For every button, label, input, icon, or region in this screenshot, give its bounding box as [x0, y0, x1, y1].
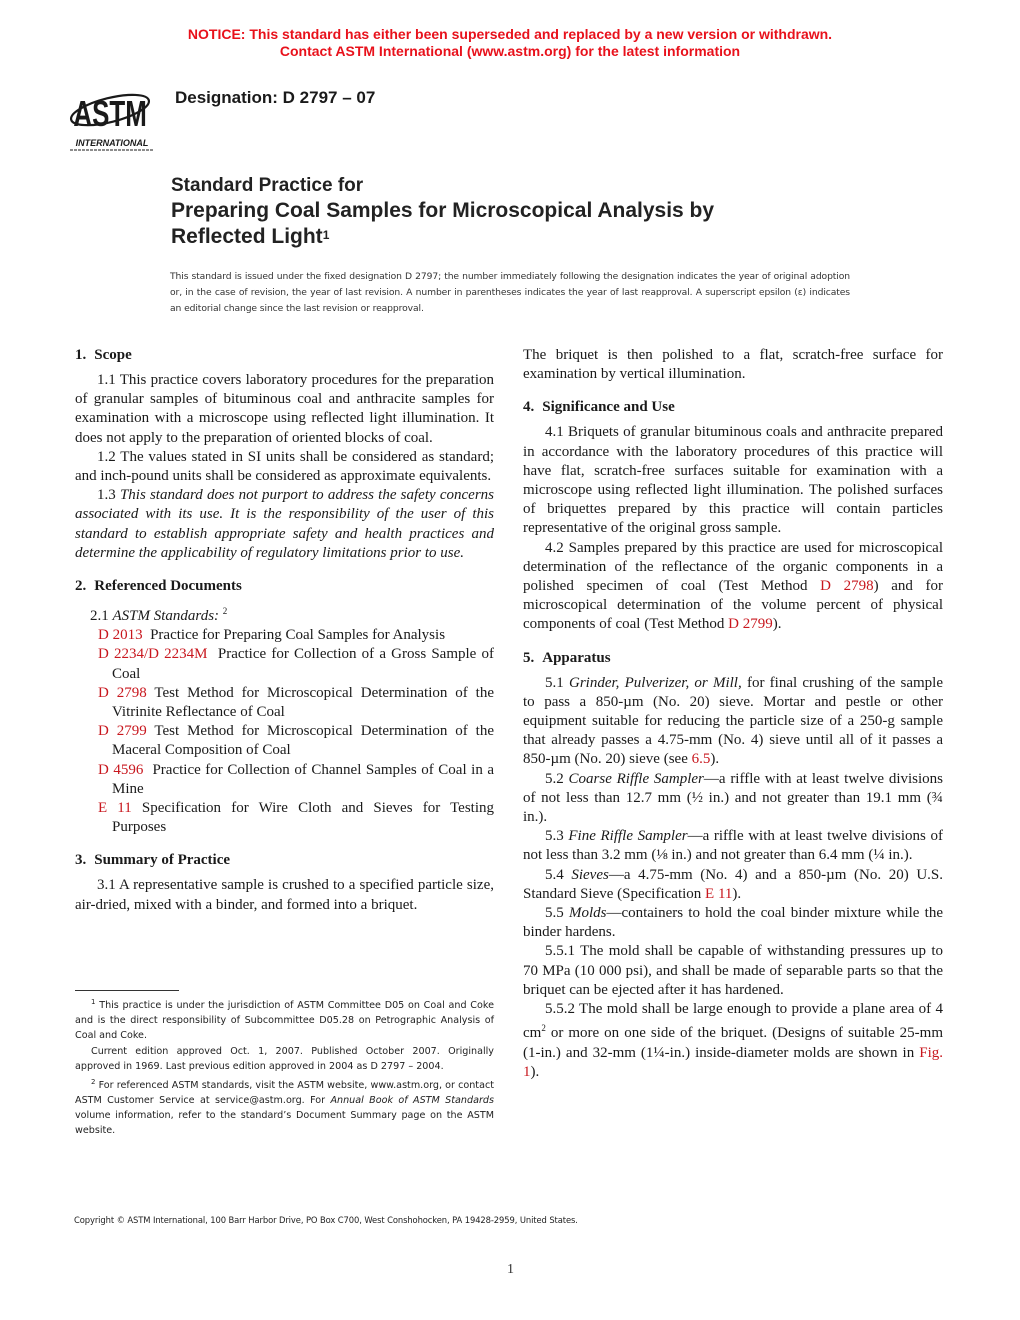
footnotes: [75, 995, 494, 1139]
title-line-2: Reflected Light$^1$: [171, 225, 330, 248]
ref-item: D 2234/D 2234M Practice for Collection of a Gross Sample of Coal: [98, 646, 494, 682]
section-4-heading: 4. Significance and Use: [523, 399, 675, 416]
astm-logo-icon: [64, 76, 160, 152]
right-column: [523, 346, 943, 1082]
para-5-4: 5.4 Sieves—a 4.75-mm (No. 4) and a 850-µm (No. 20) U.S. Standard Sieve (Specification E 11).: [523, 866, 943, 902]
para-4-1: 4.1 Briquets of granular bituminous coals and anthracite prepared in accordance with the laboratory procedures of this practice will have flat, scratch-free surfaces suitable for examination with a microscope using reflected light illumination. The polished surfaces of briquettes prepared by this practice will contain particles representative of the original gross sample.: [523, 424, 943, 537]
para-5-5-1: 5.5.1 The mold shall be capable of withstanding pressures up to 70 MPa (10 000 psi), and shall be made of separable parts so that the briquet can be ejected after it has hardened.: [523, 943, 943, 998]
ref-link[interactable]: D 4596: [98, 761, 144, 778]
ref-item: D 2798 Test Method for Microscopical Determination of the Vitrinite Reflectance of Coal: [98, 684, 494, 721]
ref-link[interactable]: D 2013: [98, 627, 143, 644]
copyright: Copyright © ASTM International, 100 Barr Harbor Drive, PO Box C700, West Conshohocken, PA 19428-2959, United States.: [74, 1215, 578, 1225]
astm-logo: [64, 76, 160, 152]
left-column: [75, 346, 494, 915]
title-prefix: Standard Practice for: [171, 175, 364, 196]
title-footnote-mark: 1: [322, 228, 330, 242]
para-1-1: 1.1 This practice covers laboratory procedures for the preparation of granular samples of bituminous coal and anthracite samples for examination with a microscope using reflected light illumination. It does not apply to the preparation of oriented blocks of coal.: [75, 372, 494, 446]
section-2-heading: 2. Referenced Documents: [75, 578, 242, 595]
ref-link[interactable]: E 11: [98, 800, 132, 817]
svg-text:INTERNATIONAL: INTERNATIONAL: [75, 138, 149, 148]
ref-link[interactable]: D 2798: [98, 684, 147, 701]
para-5-5-2: 5.5.2 The mold shall be large enough to provide a plane area of 4 $cm^2$ or more on one side of the briquet. (Designs of suitable 25-mm (1-in.) and 32-mm (1¼-in.) inside-diameter molds are shown in Fig. 1).: [523, 1001, 943, 1080]
link-d2798[interactable]: D 2798: [820, 578, 874, 595]
footnote-divider: [75, 990, 179, 991]
link-d2799[interactable]: D 2799: [728, 616, 773, 633]
para-5-2: 5.2 Coarse Riffle Sampler—a riffle with at least twelve divisions of not less than 12.7 mm (½ in.) and not greater than 19.1 mm (¾ in.).: [523, 770, 944, 826]
ref-item: D 2013 Practice for Preparing Coal Samples for Analysis: [98, 627, 446, 644]
para-5-1: 5.1 Grinder, Pulverizer, or Mill, for final crushing of the sample to pass a 850-µm (No. 20) sieve. Mortar and pestle or other equipment suitable for reducing the particle size of a 250-g sample that already passes a 4.75-mm (No. 4) sieve until all of it passes a 850-µm (No. 20) sieve (see 6.5).: [523, 674, 944, 768]
ref-item: E 11 Specification for Wire Cloth and Sieves for Testing Purposes: [98, 800, 495, 836]
issue-note: This standard is issued under the fixed designation D 2797; the number immediately following the designation indicates the year of original adoption or, in the case of revision, the year of last revision. A number in parentheses indicates the year of last reapproval. A superscript epsilon (ε) indicates an editorial change since the last revision or reapproval.: [170, 271, 850, 314]
document-title: [171, 174, 714, 250]
para-4-2: 4.2 Samples prepared by this practice are used for microscopical determination of the reflectance of the organic components in a polished specimen of coal (Test Method D 2798) and for microscopical determination of the volume percent of physical components of coal (Test Method D 2799).: [523, 539, 943, 633]
para-5-5: 5.5 Molds—containers to hold the coal binder mixture while the binder hardens.: [523, 905, 943, 941]
ref-link[interactable]: D 2799: [98, 723, 147, 740]
section-1-heading: 1. Scope: [75, 347, 132, 363]
ref-item: D 2799 Test Method for Microscopical Determination of the Maceral Composition of Coal: [98, 723, 494, 759]
footnote-2: $^2$ For referenced ASTM standards, visit the ASTM website, www.astm.org, or contact ASTM Customer Service at service@astm.org. For Annual Book of ASTM Standards volume information, refer to the standard’s Document Summary page on the ASTM website.: [75, 1078, 494, 1137]
para-3-1-continued: The briquet is then polished to a flat, scratch-free surface for examination by vertical illumination.: [523, 347, 943, 383]
section-3-heading: 3. Summary of Practice: [75, 852, 231, 869]
notice-line-2: Contact ASTM International (www.astm.org) for the latest information: [279, 43, 741, 59]
section-5-heading: 5. Apparatus: [523, 649, 611, 666]
svg-text:ASTM: ASTM: [73, 93, 147, 135]
title-line-1: Preparing Coal Samples for Microscopical Analysis by: [171, 199, 715, 222]
para-1-2: 1.2 The values stated in SI units shall be considered as standard; and inch-pound units shall be considered as approximate equivalents.: [75, 448, 494, 485]
para-3-1: 3.1 A representative sample is crushed to a specified particle size, air-dried, mixed with a binder, and formed into a briquet.: [75, 877, 494, 913]
designation: Designation: D 2797 – 07: [175, 88, 376, 107]
footnote-1: $^1$ This practice is under the jurisdiction of ASTM Committee D05 on Coal and Coke and is the direct responsibility of Subcommittee D05.28 on Petrographic Analysis of Coal and Coke.: [75, 998, 494, 1042]
astm-standards-lead: 2.1 ASTM Standards: $^2$: [90, 606, 228, 625]
link-6-5[interactable]: 6.5: [691, 751, 711, 768]
para-5-3: 5.3 Fine Riffle Sampler—a riffle with at least twelve divisions of not less than 3.2 mm (⅛ in.) and not greater than 6.4 mm (¼ in.).: [523, 828, 943, 864]
link-e11[interactable]: E 11: [705, 885, 733, 902]
para-1-3: 1.3 This standard does not purport to address the safety concerns associated with its use. It is the responsibility of the user of this standard to establish appropriate safety and health practices and determine the applicability of regulatory limitations prior to use.: [75, 487, 494, 561]
ref-item: D 4596 Practice for Collection of Channel Samples of Coal in a Mine: [98, 761, 495, 797]
link-fig-1[interactable]: Fig. 1: [523, 1044, 943, 1080]
footnote-1-edition: Current edition approved Oct. 1, 2007. Published October 2007. Originally approved in 1969. Last previous edition approved in 2004 as D 2797 – 2004.: [75, 1046, 494, 1073]
page-number: 1: [507, 1262, 514, 1277]
supersede-notice: [0, 26, 1020, 60]
notice-line-1: NOTICE: This standard has either been superseded and replaced by a new version or withdrawn.: [187, 26, 833, 42]
ref-link[interactable]: D 2234/D 2234M: [98, 646, 208, 663]
